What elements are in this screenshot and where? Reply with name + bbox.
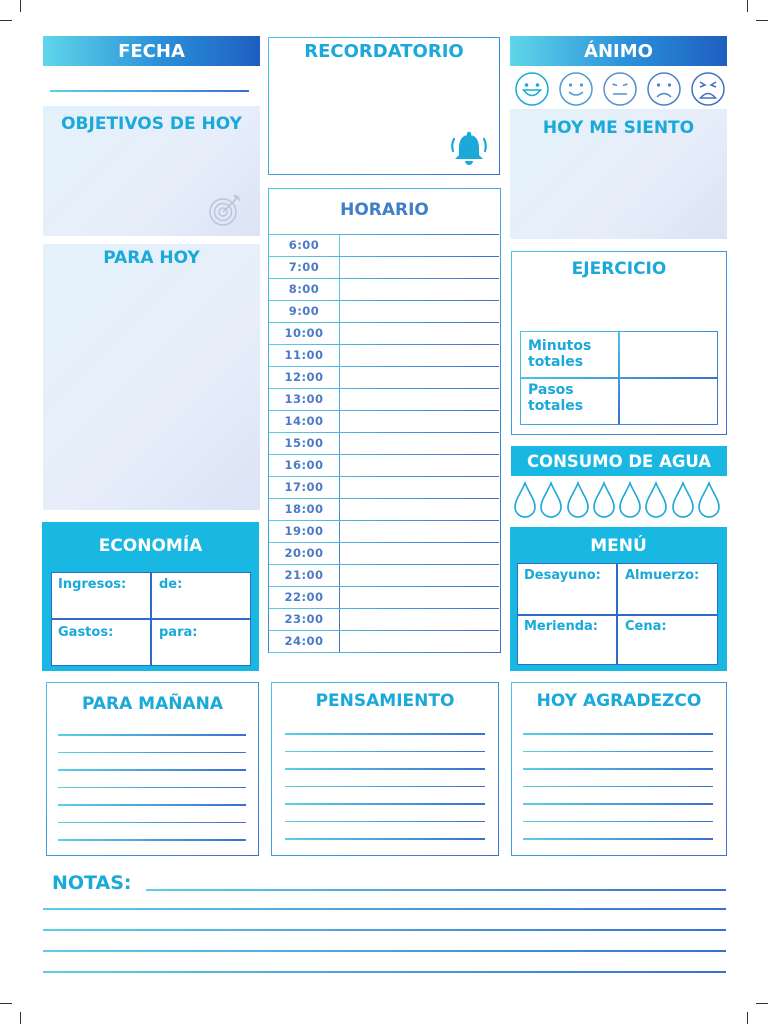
para-manana-box [46,682,259,856]
horario-hour-label: 15:00 [284,436,324,450]
horario-slot[interactable] [341,323,497,343]
horario-hour-label: 14:00 [284,414,324,428]
merienda-label: Merienda: [524,619,598,634]
bell-icon [449,130,489,168]
notas-line[interactable] [146,889,726,891]
writing-line [58,804,246,806]
agradezco-box [511,682,727,856]
horario-box [268,188,501,653]
hoy-me-siento-box[interactable] [510,109,727,239]
notas-title: NOTAS: [52,872,132,894]
water-drop-icon[interactable] [539,481,563,519]
crop-mark [0,20,12,21]
horario-slot[interactable] [341,389,497,409]
writing-line [58,734,246,736]
fecha-header [43,36,260,66]
crop-mark [756,20,768,21]
agua-label: CONSUMO DE AGUA [526,451,712,471]
pasos-totales-input[interactable] [620,379,716,422]
fecha-line[interactable] [50,90,249,92]
horario-hour-label: 23:00 [284,612,324,626]
minutos-totales-input[interactable] [620,333,716,376]
ingresos-label: Ingresos: [58,577,127,592]
horario-slot[interactable] [341,367,497,387]
horario-slot[interactable] [341,477,497,497]
horario-hour-label: 6:00 [288,238,320,252]
ejercicio-box [511,251,727,435]
neutral-face-icon[interactable] [602,71,638,107]
minutos-totales-label: Minutos totales [528,338,592,370]
writing-line [58,752,246,754]
horario-row-line [269,652,499,653]
horario-hour-label: 22:00 [284,590,324,604]
para-label: para: [159,625,198,640]
crop-mark [20,1012,21,1024]
recordatorio-box[interactable] [268,37,500,175]
horario-slot[interactable] [341,565,497,585]
horario-slot[interactable] [341,279,497,299]
para-manana-lines[interactable] [58,732,246,844]
crop-mark [756,1003,768,1004]
water-drops [513,481,721,521]
horario-slot[interactable] [341,609,497,629]
fecha-label: FECHA [118,40,185,62]
para-hoy-box[interactable] [43,244,260,510]
notas-line[interactable] [43,950,726,952]
horario-slot[interactable] [341,455,497,475]
menu-divider [518,614,717,616]
target-icon [207,192,243,228]
horario-hour-label: 9:00 [288,304,320,318]
water-drop-icon[interactable] [671,481,695,519]
objetivos-box[interactable] [43,106,260,236]
water-drop-icon[interactable] [513,481,537,519]
economia-divider [52,618,250,620]
pasos-totales-label: Pasos totales [528,382,584,414]
writing-line [58,822,246,824]
horario-hour-label: 20:00 [284,546,324,560]
desayuno-label: Desayuno: [524,568,601,583]
horario-slot[interactable] [341,433,497,453]
writing-line [285,768,485,770]
writing-line [523,786,713,788]
crop-mark [747,1012,748,1024]
animo-header [510,36,727,66]
water-drop-icon[interactable] [592,481,616,519]
agradezco-lines[interactable] [523,731,713,843]
horario-slot[interactable] [341,521,497,541]
horario-table [269,234,499,652]
horario-title: HORARIO [340,200,429,220]
writing-line [285,821,485,823]
notas-line[interactable] [43,929,726,931]
horario-hour-label: 12:00 [284,370,324,384]
water-drop-icon[interactable] [644,481,668,519]
pensamiento-lines[interactable] [285,731,485,843]
pensamiento-title: PENSAMIENTO [315,691,455,711]
para-hoy-title: PARA HOY [103,248,200,268]
writing-line [285,838,485,840]
writing-line [523,803,713,805]
horario-slot[interactable] [341,587,497,607]
writing-line [58,787,246,789]
para-manana-title: PARA MAÑANA [81,694,224,714]
writing-line [58,769,246,771]
recordatorio-title: RECORDATORIO [304,41,464,62]
horario-slot[interactable] [341,411,497,431]
water-drop-icon[interactable] [697,481,721,519]
pensamiento-box [271,682,499,856]
menu-title: MENÚ [590,536,647,556]
menu-panel [510,527,727,671]
horario-hour-label: 18:00 [284,502,324,516]
almuerzo-label: Almuerzo: [625,568,700,583]
de-label: de: [159,577,183,592]
happy-face-icon[interactable] [558,71,594,107]
horario-hour-label: 16:00 [284,458,324,472]
horario-hour-label: 21:00 [284,568,324,582]
writing-line [58,839,246,841]
horario-hour-label: 7:00 [288,260,320,274]
notas-line[interactable] [43,971,726,973]
horario-hour-label: 8:00 [288,282,320,296]
economia-title: ECONOMÍA [98,536,203,556]
objetivos-title: OBJETIVOS DE HOY [61,114,242,134]
crop-mark [0,1003,12,1004]
horario-hour-label: 11:00 [284,348,324,362]
economia-panel [42,522,259,671]
writing-line [523,838,713,840]
horario-slot[interactable] [341,257,497,277]
crop-mark [20,0,21,12]
menu-table [517,563,718,665]
horario-hour-label: 17:00 [284,480,324,494]
writing-line [285,803,485,805]
writing-line [285,786,485,788]
animo-label: ÁNIMO [584,40,653,62]
agua-header [511,446,727,476]
horario-slot[interactable] [341,301,497,321]
horario-hour-label: 24:00 [284,634,324,648]
mood-selector [514,71,726,107]
horario-slot[interactable] [341,499,497,519]
horario-slot[interactable] [341,631,497,651]
agradezco-title: HOY AGRADEZCO [536,691,702,711]
horario-slot[interactable] [341,543,497,563]
water-drop-icon[interactable] [618,481,642,519]
horario-divider [339,234,340,652]
writing-line [285,751,485,753]
water-drop-icon[interactable] [566,481,590,519]
horario-hour-label: 19:00 [284,524,324,538]
writing-line [285,733,485,735]
sad-face-icon[interactable] [646,71,682,107]
horario-hour-label: 10:00 [284,326,324,340]
very-happy-face-icon[interactable] [514,71,550,107]
hoy-me-siento-title: HOY ME SIENTO [542,118,695,138]
writing-line [523,751,713,753]
gastos-label: Gastos: [58,625,114,640]
very-sad-face-icon[interactable] [690,71,726,107]
ejercicio-title: EJERCICIO [571,259,667,279]
horario-hour-label: 13:00 [284,392,324,406]
writing-line [523,768,713,770]
horario-slot[interactable] [341,345,497,365]
writing-line [523,733,713,735]
economia-table [51,572,251,666]
horario-slot[interactable] [341,235,497,255]
cena-label: Cena: [625,619,667,634]
notas-line[interactable] [43,908,726,910]
ejercicio-table [520,331,718,425]
crop-mark [747,0,748,12]
writing-line [523,821,713,823]
